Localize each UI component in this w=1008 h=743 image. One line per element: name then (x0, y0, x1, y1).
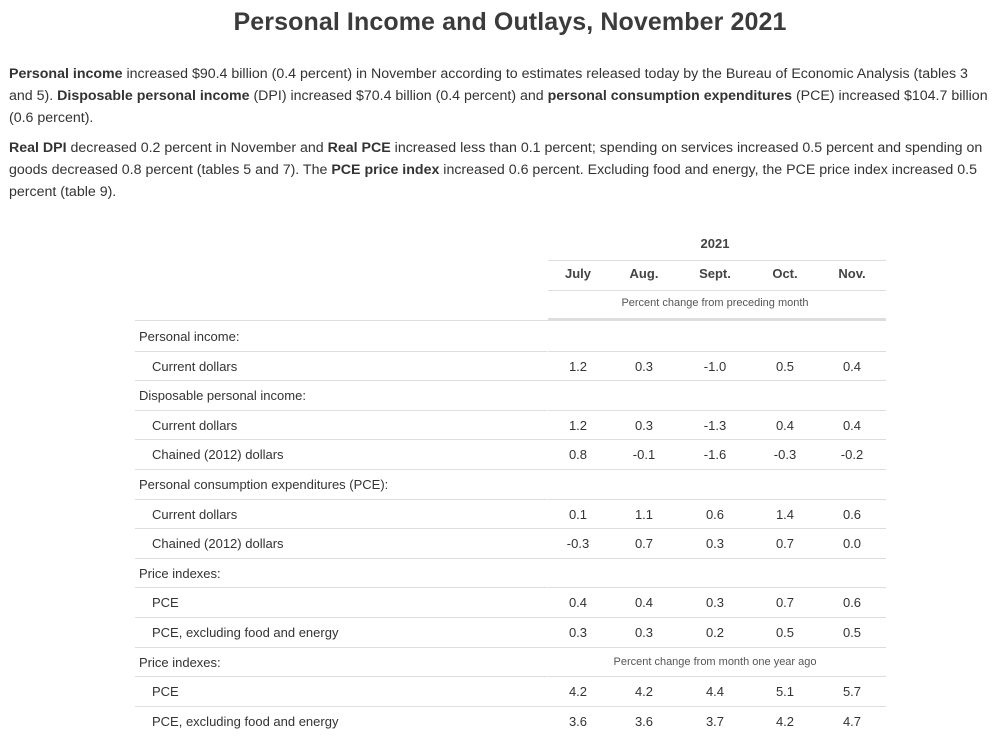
table-cell-value: -0.1 (632, 447, 656, 463)
month-header-3: Oct. (772, 266, 798, 281)
term-pce-price-index: PCE price index (331, 162, 440, 178)
table-cell-value: 5.7 (842, 684, 862, 700)
text-span: increased $90.4 billion (0.4 percent) in November according to estimates released today by the Bureau of Economic Analysis (tables 3 and 5). (9, 66, 968, 104)
term-personal-income: Personal income (9, 66, 123, 82)
table-cell-value: 4.2 (634, 684, 654, 700)
table-row-label: PCE, excluding food and energy (152, 713, 339, 729)
summary-paragraph-income (9, 63, 994, 129)
table-cell-value: 1.4 (775, 506, 795, 522)
table-cell-value: 1.2 (568, 358, 588, 374)
table-rule (135, 410, 547, 411)
table-cell-value: 1.2 (568, 417, 588, 433)
text-span: increased 0.6 percent. Excluding food and energy, the PCE price index increased 0.5 percent (table 9). (9, 162, 977, 200)
table-rule (135, 706, 886, 707)
table-cell-value: 0.0 (842, 536, 862, 552)
table-cell-value: 0.6 (705, 506, 725, 522)
table-cell-value: -0.2 (840, 447, 864, 463)
table-row-label: Current dollars (152, 417, 238, 433)
table-rule (135, 380, 886, 381)
table-cell-value: 1.1 (634, 506, 654, 522)
table-cell-value: 3.6 (568, 713, 588, 729)
table-rule (548, 290, 886, 291)
table-cell-value: 4.7 (842, 713, 862, 729)
table-row-label: Current dollars (152, 506, 238, 522)
table-rule (135, 439, 886, 440)
table-rule (135, 676, 547, 677)
table-row-label: Price indexes: (139, 565, 221, 581)
table-rule (135, 528, 886, 529)
table-cell-value: 0.6 (842, 595, 862, 611)
table-cell-value: 0.5 (775, 358, 795, 374)
table-cell-value: 0.1 (568, 506, 588, 522)
table-cell-value: 0.4 (634, 595, 654, 611)
table-cell-value: 3.7 (705, 713, 725, 729)
text-span: increased less than 0.1 percent; spending on services increased 0.5 percent and spending on goods decreased 0.8 percent (tables 5 and 7). The (9, 140, 983, 178)
table-row-label: Personal income: (139, 329, 240, 344)
table-cell-value: 0.3 (705, 536, 725, 552)
month-header-0: July (564, 266, 591, 281)
table-cell-value: 0.3 (634, 625, 654, 640)
month-header-4: Nov. (838, 266, 866, 281)
summary-paragraph-real (9, 137, 994, 203)
table-cell-value: 4.2 (568, 684, 588, 700)
table-cell-value: 0.3 (568, 625, 588, 640)
table-cell-value: 0.4 (842, 358, 862, 374)
table-cell-value: -0.3 (773, 447, 797, 463)
text-span: (DPI) increased $70.4 billion (0.4 percent) and (249, 88, 548, 104)
table-cell-value: 0.4 (842, 417, 862, 433)
table-cell-value: -0.3 (566, 536, 590, 552)
table-rule (548, 318, 886, 321)
table-cell-value: 0.8 (568, 447, 588, 463)
table-row-label: Chained (2012) dollars (152, 536, 284, 552)
table-cell-value: 0.7 (634, 536, 654, 552)
table-row-label: Price indexes: (139, 654, 221, 670)
table-cell-value: 0.5 (775, 625, 795, 640)
table-rule (135, 499, 547, 500)
table-rule (548, 351, 886, 352)
table-cell-value: 4.4 (705, 684, 725, 700)
table-rule (135, 647, 886, 648)
table-row-label: Chained (2012) dollars (152, 447, 284, 463)
table-rule (548, 676, 886, 677)
table-row-label: Current dollars (152, 358, 238, 374)
table-cell-value: 4.2 (775, 713, 795, 729)
term-pce: personal consumption expenditures (547, 88, 793, 104)
term-real-dpi: Real DPI (9, 140, 67, 156)
month-header-1: Aug. (629, 266, 659, 281)
table-rule (548, 410, 886, 411)
subheader-yearly: Percent change from month one year ago (613, 655, 817, 668)
table-rule (135, 320, 886, 321)
table-rule (135, 351, 547, 352)
table-row-label: Personal consumption expenditures (PCE): (139, 477, 389, 492)
table-row-label: PCE (152, 684, 179, 700)
table-cell-value: 0.3 (634, 417, 654, 433)
term-dpi: Disposable personal income (57, 88, 250, 104)
table-row-label: PCE (152, 595, 179, 611)
table-rule (548, 587, 886, 588)
table-cell-value: 0.6 (842, 506, 862, 522)
table-cell-value: 0.4 (775, 417, 795, 433)
table-rule (548, 260, 886, 261)
table-cell-value: 3.6 (634, 713, 654, 729)
page-title: Personal Income and Outlays, November 2021 (233, 8, 787, 36)
term-real-pce: Real PCE (327, 140, 391, 156)
text-span: decreased 0.2 percent in November and (66, 140, 328, 156)
year-header: 2021 (700, 236, 730, 251)
table-cell-value: 0.5 (842, 625, 862, 640)
table-rule (548, 499, 886, 500)
table-cell-value: -1.3 (703, 417, 727, 433)
table-cell-value: 0.3 (705, 595, 725, 611)
table-cell-value: 0.4 (568, 595, 588, 611)
table-rule (135, 469, 886, 470)
table-row-label: Disposable personal income: (139, 388, 306, 404)
table-cell-value: 0.7 (775, 595, 795, 611)
subheader-monthly: Percent change from preceding month (621, 297, 809, 309)
table-rule (135, 587, 547, 588)
text-span: (PCE) increased $104.7 billion (0.6 percent). (9, 88, 988, 126)
table-rule (135, 617, 886, 618)
table-cell-value: 0.3 (634, 358, 654, 374)
table-cell-value: 0.7 (775, 536, 795, 552)
table-cell-value: -1.0 (703, 358, 727, 374)
month-header-2: Sept. (699, 266, 731, 281)
table-cell-value: 5.1 (775, 684, 795, 700)
table-cell-value: 0.2 (705, 625, 725, 640)
table-cell-value: -1.6 (703, 447, 727, 463)
table-row-label: PCE, excluding food and energy (152, 625, 339, 640)
table-rule (135, 558, 886, 559)
